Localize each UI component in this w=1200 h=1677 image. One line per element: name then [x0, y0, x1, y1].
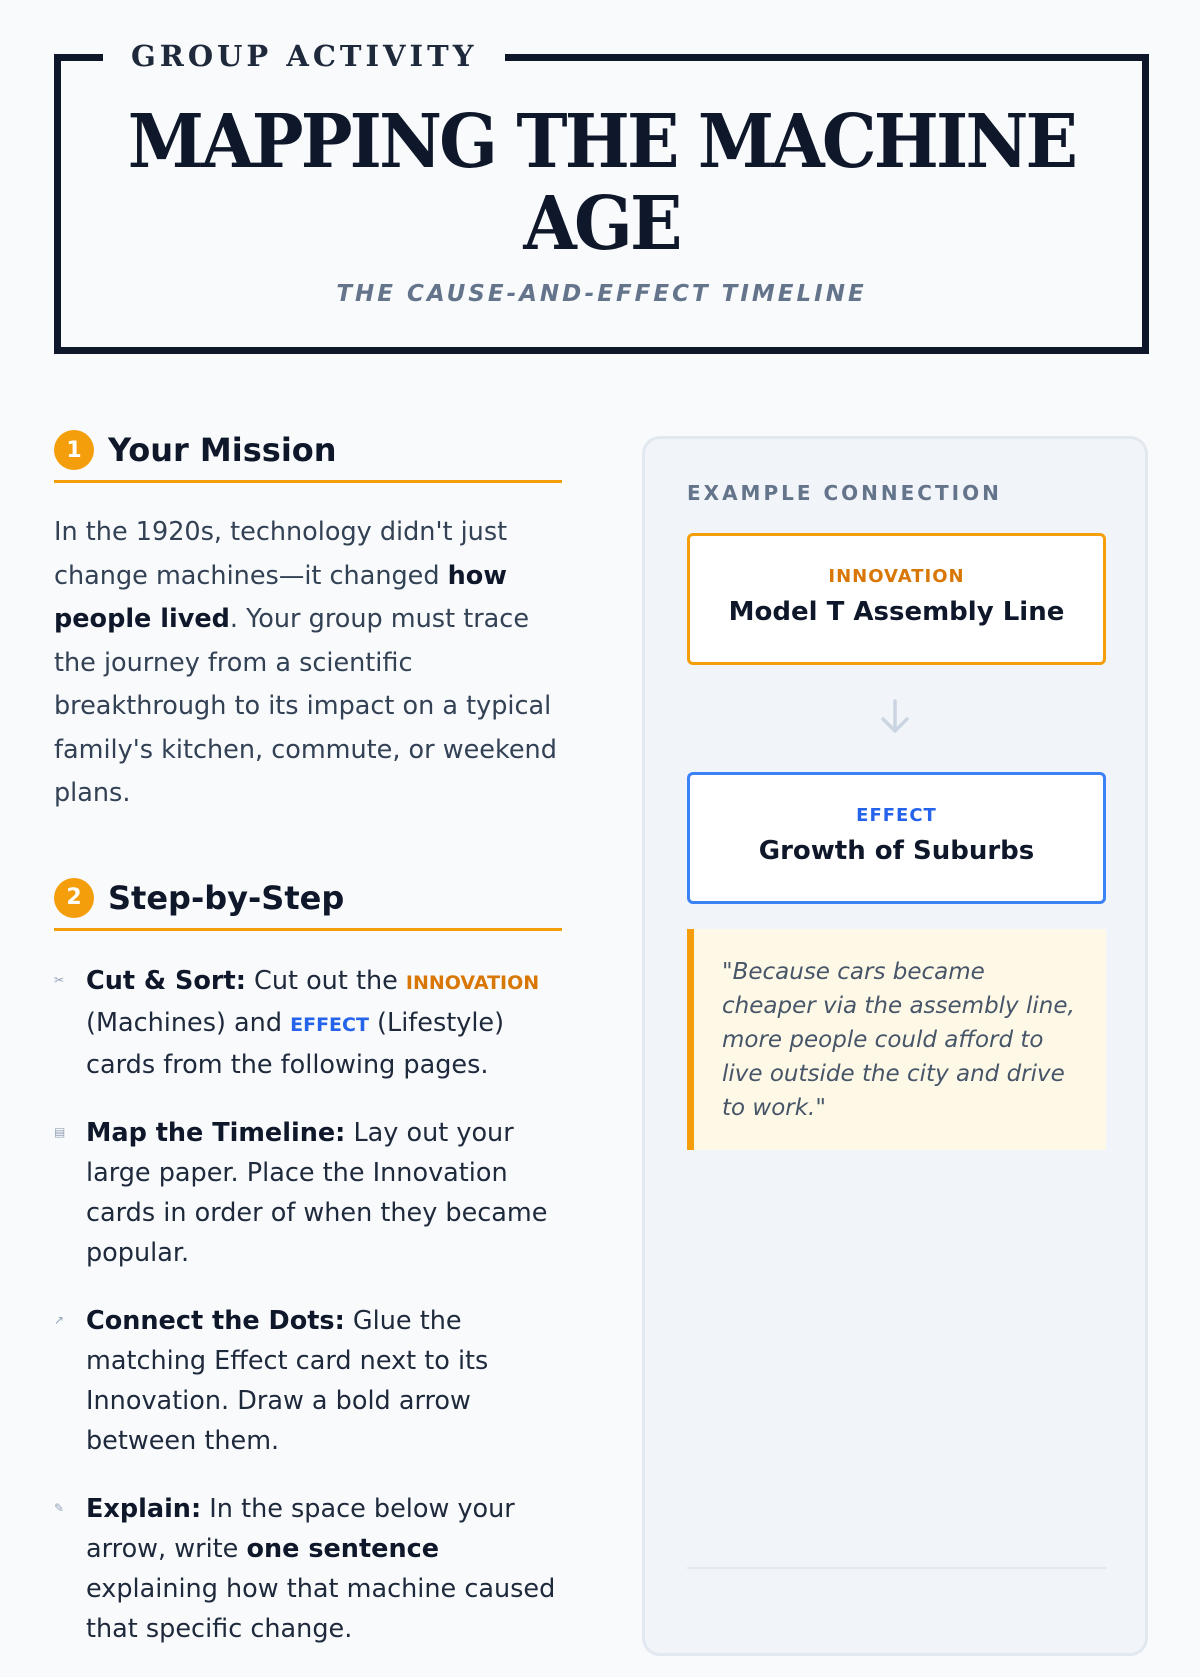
list-item: [54, 1301, 562, 1461]
mission-text-part2: . Your group must trace the journey from a scientific breakthrough to its impact on a typical family's kitchen, commute, or weekend plans.: [54, 604, 557, 808]
steps-title: Step-by-Step: [108, 878, 345, 917]
arrow-down-icon: [875, 697, 915, 737]
innovation-tag: INNOVATION: [405, 971, 540, 994]
kicker-label: GROUP ACTIVITY: [103, 34, 505, 78]
mission-title: Your Mission: [108, 431, 337, 469]
title-frame: [54, 39, 1149, 354]
effect-card-tag: EFFECT: [856, 805, 937, 826]
step-text-part: Cut out the: [245, 965, 406, 996]
divider: [687, 1567, 1106, 1569]
step-text: [86, 961, 562, 1085]
effect-tag: EFFECT: [290, 1013, 369, 1036]
steps-heading: [54, 878, 562, 931]
step-label: Explain:: [86, 1493, 202, 1524]
mission-text-bold: how people lived: [54, 560, 507, 634]
step-text: [86, 1489, 562, 1649]
scissors-icon: ✂: [54, 972, 65, 987]
step-label: Cut & Sort:: [86, 965, 246, 996]
innovation-card-tag: INNOVATION: [828, 566, 965, 587]
step-text-part: (Machines) and: [86, 1007, 291, 1038]
step-text: [86, 1113, 562, 1273]
page-subtitle: THE CAUSE-AND-EFFECT TIMELINE: [336, 281, 867, 307]
innovation-card: [687, 533, 1106, 665]
step-label: Connect the Dots:: [86, 1305, 345, 1336]
example-label: EXAMPLE CONNECTION: [687, 481, 1002, 505]
effect-card: [687, 772, 1106, 904]
step-text-part: explaining how that machine caused that specific change.: [86, 1573, 556, 1644]
page-title: MAPPING THE MACHINE AGE: [127, 99, 1076, 267]
mission-text-part1: In the 1920s, technology didn't just change machines—it changed: [54, 517, 508, 591]
step-text-part: In the space below your arrow, write: [86, 1493, 515, 1564]
list-item: [54, 1489, 562, 1649]
innovation-card-title: Model T Assembly Line: [728, 597, 1065, 627]
steps-list: [54, 961, 562, 1649]
mission-text: [54, 511, 562, 816]
step-text-bold: one sentence: [246, 1533, 440, 1564]
step-text: [86, 1301, 562, 1461]
example-quote: "Because cars became cheaper via the assembly line, more people could afford to live outside the city and drive to work.": [687, 929, 1106, 1150]
step-text-part: (Lifestyle) cards from the following pages.: [86, 1007, 505, 1080]
mission-heading: [54, 430, 562, 483]
instructions-column: [54, 430, 562, 1677]
step-text-part: Lay out your large paper. Place the Innovation cards in order of when they became popular.: [86, 1117, 548, 1268]
step-number-badge: 1: [54, 430, 94, 470]
map-icon: ▤: [54, 1124, 66, 1139]
example-panel: [642, 436, 1148, 1656]
list-item: [54, 1113, 562, 1273]
effect-card-title: Growth of Suburbs: [758, 836, 1035, 866]
link-arrow-icon: ↗: [54, 1312, 65, 1327]
pencil-icon: ✎: [54, 1500, 65, 1515]
list-item: [54, 961, 562, 1085]
step-text-part: Glue the matching Effect card next to its Innovation. Draw a bold arrow between them.: [86, 1305, 489, 1456]
step-number-badge: 2: [54, 878, 94, 918]
step-label: Map the Timeline:: [86, 1117, 346, 1148]
